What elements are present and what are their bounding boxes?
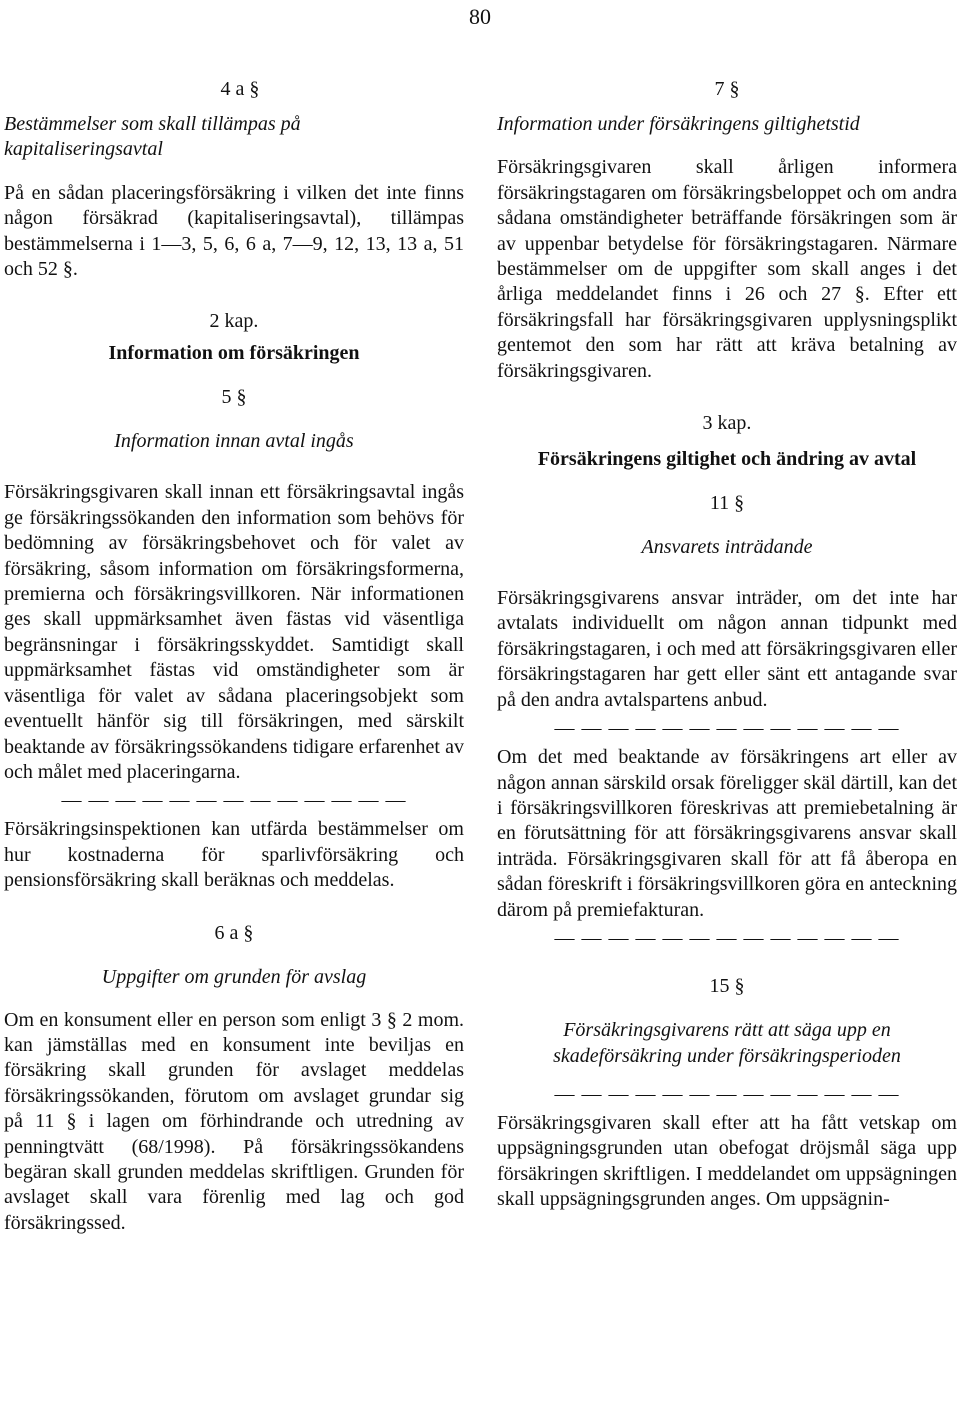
section-7-heading: 7 § xyxy=(714,78,740,100)
section-5-text: Försäkringsgivaren skall innan ett försäkringsavtal ingås ge försäkringssökanden den information som behövs för bedömning av försäkringsbehovet och för valet av försäkring, såsom information om försäkringsformerna, premierna och försäkringsvillkoren. När informationen ges skall uppmärksamhet även fästas vid väsentliga begränsningar i försäkringsskyddet. Samtidigt skall uppmärksamhet fästas vid omständigheter som är väsentliga för valet av sådana placeringsobjekt som eventuellt hänför sig till försäkringen, med särskilt beaktande av försäkringssökandens tidigare erfarenhet av och målet med placeringarna. xyxy=(4,481,464,783)
section-7-title: Information under försäkringens giltighetstid xyxy=(497,113,860,135)
section-11-title: Ansvarets inträdande xyxy=(641,536,813,559)
section-11-text: Försäkringsgivarens ansvar inträder, om det inte har avtalats individuellt om någon annan tidpunkt med försäkringstagaren, i och med att försäkringsgivaren eller försäkringstagaren har gett eller sänt ett antagande svar på den andra avtalspartens anbud. xyxy=(497,587,957,711)
right-column xyxy=(497,76,957,1213)
left-column xyxy=(4,76,464,1236)
chapter-2-title: Information om försäkringen xyxy=(108,342,360,365)
section-11-heading: 11 § xyxy=(709,492,745,515)
omission-dashes-1: — — — — — — — — — — — — — xyxy=(554,717,900,740)
section-4a-heading: 4 a § xyxy=(220,78,260,100)
section-5-text-2: Försäkringsinspektionen kan utfärda bestämmelser om hur kostnaderna för sparlivförsäkring och pensionsförsäkring skall beräknas och meddelas. xyxy=(4,818,464,892)
omission-dashes-2: — — — — — — — — — — — — — xyxy=(554,926,900,949)
page-number: 80 xyxy=(469,4,491,29)
section-6a-title: Uppgifter om grunden för avslag xyxy=(101,965,367,988)
section-15-text: Försäkringsgivaren skall efter att ha fått vetskap om uppsägningsgrunden utan obefogat dröjsmål säga upp försäkringen skriftligen. I meddelandet om uppsägningen skall uppsägningsgrunden anges. Om uppsägnin- xyxy=(497,1111,957,1211)
chapter-2-label: 2 kap. xyxy=(209,310,259,333)
section-15-title: Försäkringsgivarens rätt att säga upp en skadeförsäkring under försäkringsperioden xyxy=(553,1018,901,1067)
section-11-text-2: Om det med beaktande av försäkringens art eller av någon annan särskild orsak föreligger skäl därtill, kan det i försäkringsvillkoren föreskrivas att premiebetalning är en förutsättning för att försäkringsgivarens ansvar skall inträda. Försäkringsgivaren skall för att få åberopa en sådan föreskrift i försäkringsvillkoren göra en anteckning därom på premiefakturan. xyxy=(497,746,957,921)
section-4a-text: På en sådan placeringsförsäkring i vilken det inte finns någon försäkrad (kapitaliseringsavtal), tillämpas bestämmelserna i 1—3, 5, 6, 6 a, 7—9, 12, 13, 13 a, 51 och 52 §. xyxy=(4,181,464,281)
chapter-3-title: Försäkringens giltighet och ändring av avtal xyxy=(537,448,917,471)
section-5-title: Information innan avtal ingås xyxy=(114,430,354,453)
omission-dashes: — — — — — — — — — — — — — xyxy=(61,789,407,812)
section-6a-heading: 6 a § xyxy=(214,921,254,944)
section-6a-text: Om en konsument eller en person som enligt 3 § 2 mom. kan jämställas med en konsument inte beviljas en försäkring skall grunden för avslaget meddelas försäkringssökanden, förutom om avslaget grundar sig på 11 § i lagen om förhindrande och utredning av penningtvätt (68/1998). På försäkringssökandens begäran skall grunden meddelas skriftligen. Grunden för avslaget skall vara förenlig med lag och god försäkringssed. xyxy=(4,1008,464,1234)
section-7-text: Försäkringsgivaren skall årligen informera försäkringstagaren om försäkringsbeloppet och om andra sådana omständigheter beträffande försäkringen som är av uppenbar betydelse för försäkringstagaren. Närmare bestämmelser om de uppgifter som skall anges i det årliga meddelandet finns i 26 och 27 §. Efter ett försäkringsfall har försäkringsgivaren upplysningsplikt gentemot den som har rätt att kräva betalning av försäkringsgivaren. xyxy=(497,156,957,382)
chapter-3-label: 3 kap. xyxy=(702,412,752,435)
section-5-heading: 5 § xyxy=(221,386,247,409)
omission-dashes-3: — — — — — — — — — — — — — xyxy=(554,1082,900,1105)
section-15-heading: 15 § xyxy=(709,974,745,997)
section-4a-title: Bestämmelser som skall tillämpas på kapitaliseringsavtal xyxy=(4,113,301,161)
